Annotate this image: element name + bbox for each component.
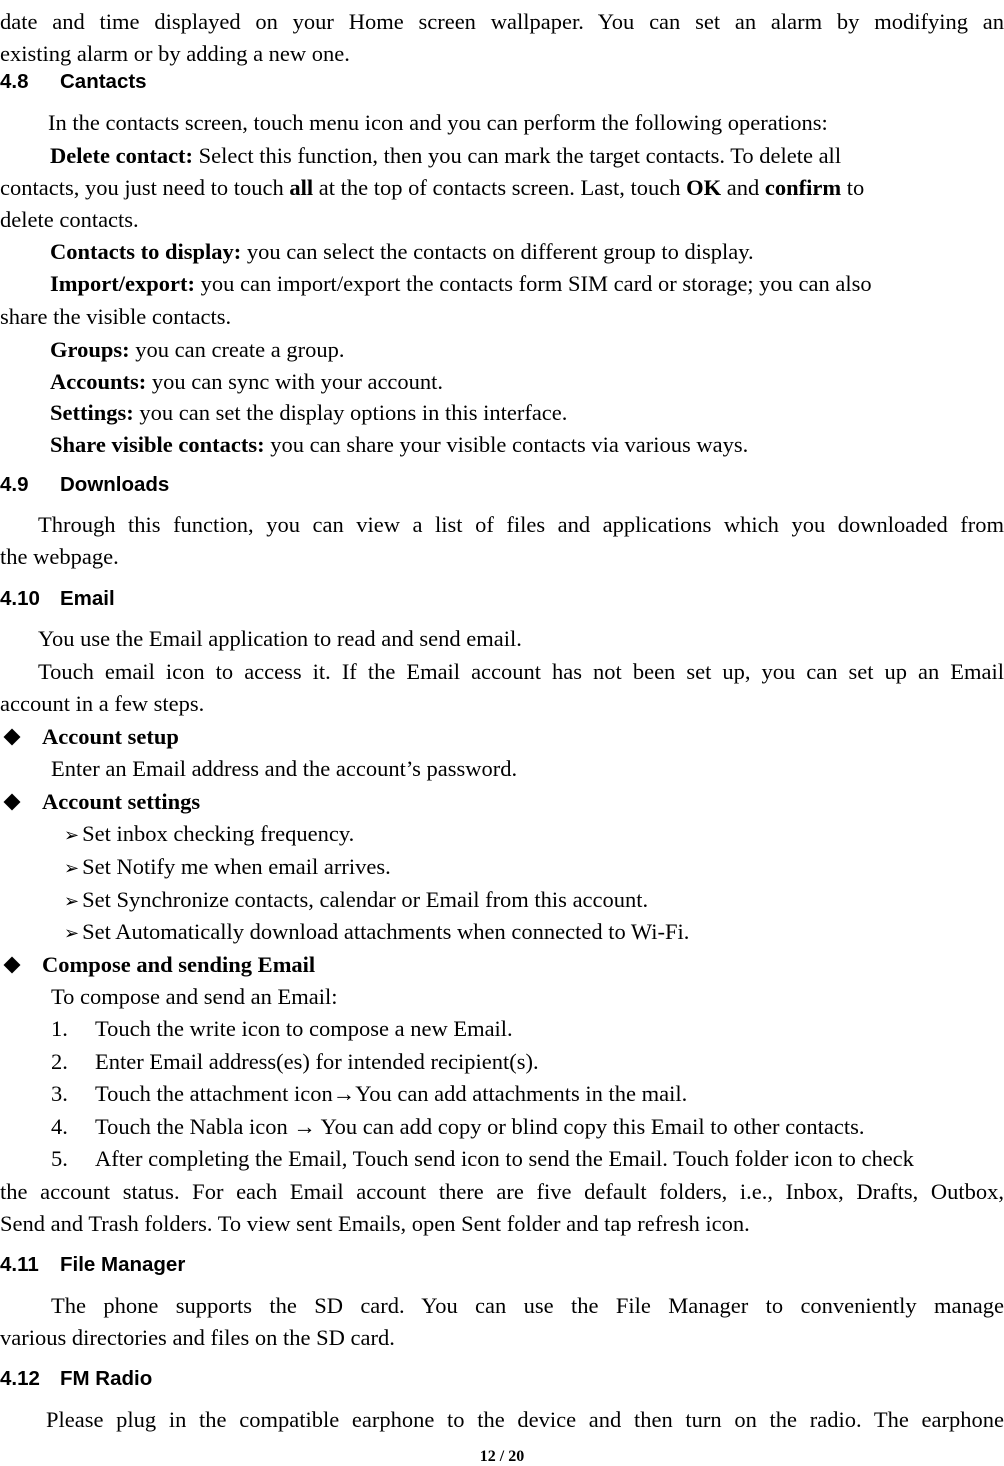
term-text: to [841,175,865,200]
term-text: you can create a group. [129,337,345,362]
term-text: at the top of contacts screen. Last, touch [313,175,687,200]
contacts-settings-line [0,397,1004,429]
contacts-display-line [0,236,1004,268]
section-number: 4.8 [0,70,29,93]
step-number: 2. [51,1049,68,1074]
list-item [0,884,1004,916]
step-number: 3. [51,1081,68,1106]
diamond-bullet-icon [4,957,21,974]
section-title: Email [60,587,115,610]
section-heading-contacts [0,67,147,97]
term-text: you can set the display options in this interface. [133,400,568,425]
term-text: you can sync with your account. [146,369,444,394]
term-text: you can share your visible contacts via various ways. [264,432,749,457]
term-text: Select this function, then you can mark the target contacts. To delete all [193,143,842,168]
bullet-title: Account setup [42,724,179,749]
keyword-all: all [289,175,314,200]
paragraph-line: delete contacts. [0,207,139,232]
step-text: After completing the Email, Touch send icon to send the Email. Touch folder icon to check [95,1146,914,1171]
paragraph-line: various directories and files on the SD card. [0,1325,395,1350]
arrowhead-bullet-icon: ➢ [64,891,80,912]
term-text: you can select the contacts on different group to display. [241,239,754,264]
diamond-bullet-icon [4,794,21,811]
step-number: 4. [51,1114,68,1139]
step-text: Touch the write icon to compose a new Email. [95,1016,513,1041]
numbered-step [0,1046,1004,1078]
paragraph-line: Through this function, you can view a list of files and applications which you downloaded from [38,512,1004,537]
section-number: 4.9 [0,473,29,496]
numbered-step [0,1111,1004,1143]
bullet-account-setup [0,721,1004,753]
step-number: 1. [51,1016,68,1041]
list-item [0,818,1004,850]
paragraph-line: In the contacts screen, touch menu icon and you can perform the following operations: [48,110,828,135]
numbered-step [0,1143,1004,1175]
list-item-text: Set Notify me when email arrives. [82,854,391,879]
paragraph-line: date and time displayed on your Home screen wallpaper. You can set an alarm by modifying an [0,9,1004,34]
paragraph-line: existing alarm or by adding a new one. [0,41,350,66]
term-text: contacts, you just need to touch [0,175,290,200]
contacts-accounts-line [0,366,1004,398]
list-item-text: Set inbox checking frequency. [82,821,355,846]
term-text: and [721,175,765,200]
paragraph-line: Enter an Email address and the account’s password. [51,756,518,781]
section-title: File Manager [60,1253,186,1276]
page-number: 12 / 20 [479,1448,525,1465]
bullet-title: Account settings [42,789,201,814]
section-title: Cantacts [60,70,147,93]
keyword-ok: OK [686,175,722,200]
paragraph-line: the webpage. [0,544,119,569]
bullet-title: Compose and sending Email [42,952,316,977]
section-heading-downloads [0,470,169,500]
numbered-step [0,1013,1004,1045]
term-label: Groups: [50,337,130,362]
contacts-delete-line [0,140,1004,172]
section-number: 4.12 [0,1367,40,1390]
arrowhead-bullet-icon: ➢ [64,858,80,879]
diamond-bullet-icon [4,729,21,746]
paragraph-line: Send and Trash folders. To view sent Emails, open Sent folder and tap refresh icon. [0,1211,750,1236]
step-text: Touch the attachment icon→You can add attachments in the mail. [95,1081,688,1106]
paragraph-line: You use the Email application to read and send email. [38,626,522,651]
term-label: Share visible contacts: [50,432,265,457]
contacts-share-line [0,429,1004,461]
term-label: Contacts to display: [50,239,242,264]
paragraph-line: the account status. For each Email account there are five default folders, i.e., Inbox, Drafts, Outbox, [0,1179,1004,1204]
arrowhead-bullet-icon: ➢ [64,923,80,944]
section-number: 4.11 [0,1253,39,1276]
paragraph-line: The phone supports the SD card. You can use the File Manager to conveniently manage [51,1293,1004,1318]
paragraph-line: share the visible contacts. [0,304,232,329]
term-label: Import/export: [50,271,195,296]
term-text: you can import/export the contacts form SIM card or storage; you can also [194,271,872,296]
list-item-text: Set Synchronize contacts, calendar or Email from this account. [82,887,649,912]
numbered-step [0,1078,1004,1110]
keyword-confirm: confirm [764,175,842,200]
step-text: Enter Email address(es) for intended recipient(s). [95,1049,539,1074]
section-title: Downloads [60,473,170,496]
list-item [0,851,1004,883]
section-title: FM Radio [60,1367,153,1390]
bullet-account-settings [0,786,1004,818]
list-item [0,916,1004,948]
section-heading-email [0,584,115,614]
step-number: 5. [51,1146,68,1171]
step-text: Touch the Nabla icon → You can add copy or blind copy this Email to other contacts. [95,1114,865,1139]
bullet-compose [0,949,1004,981]
term-label: Settings: [50,400,134,425]
paragraph-line: To compose and send an Email: [51,984,338,1009]
contacts-groups-line [0,334,1004,366]
term-label: Accounts: [50,369,147,394]
paragraph-line: Touch email icon to access it. If the Email account has not been set up, you can set up an Email [38,659,1004,684]
contacts-import-line [0,268,1004,300]
paragraph-line: account in a few steps. [0,691,205,716]
arrowhead-bullet-icon: ➢ [64,825,80,846]
term-label: Delete contact: [50,143,194,168]
section-heading-file-manager [0,1250,185,1280]
section-number: 4.10 [0,587,40,610]
section-heading-fm-radio [0,1364,152,1394]
paragraph-line: Please plug in the compatible earphone to the device and then turn on the radio. The earphone [46,1407,1004,1432]
list-item-text: Set Automatically download attachments when connected to Wi-Fi. [82,919,690,944]
contacts-delete-line [0,172,1004,204]
